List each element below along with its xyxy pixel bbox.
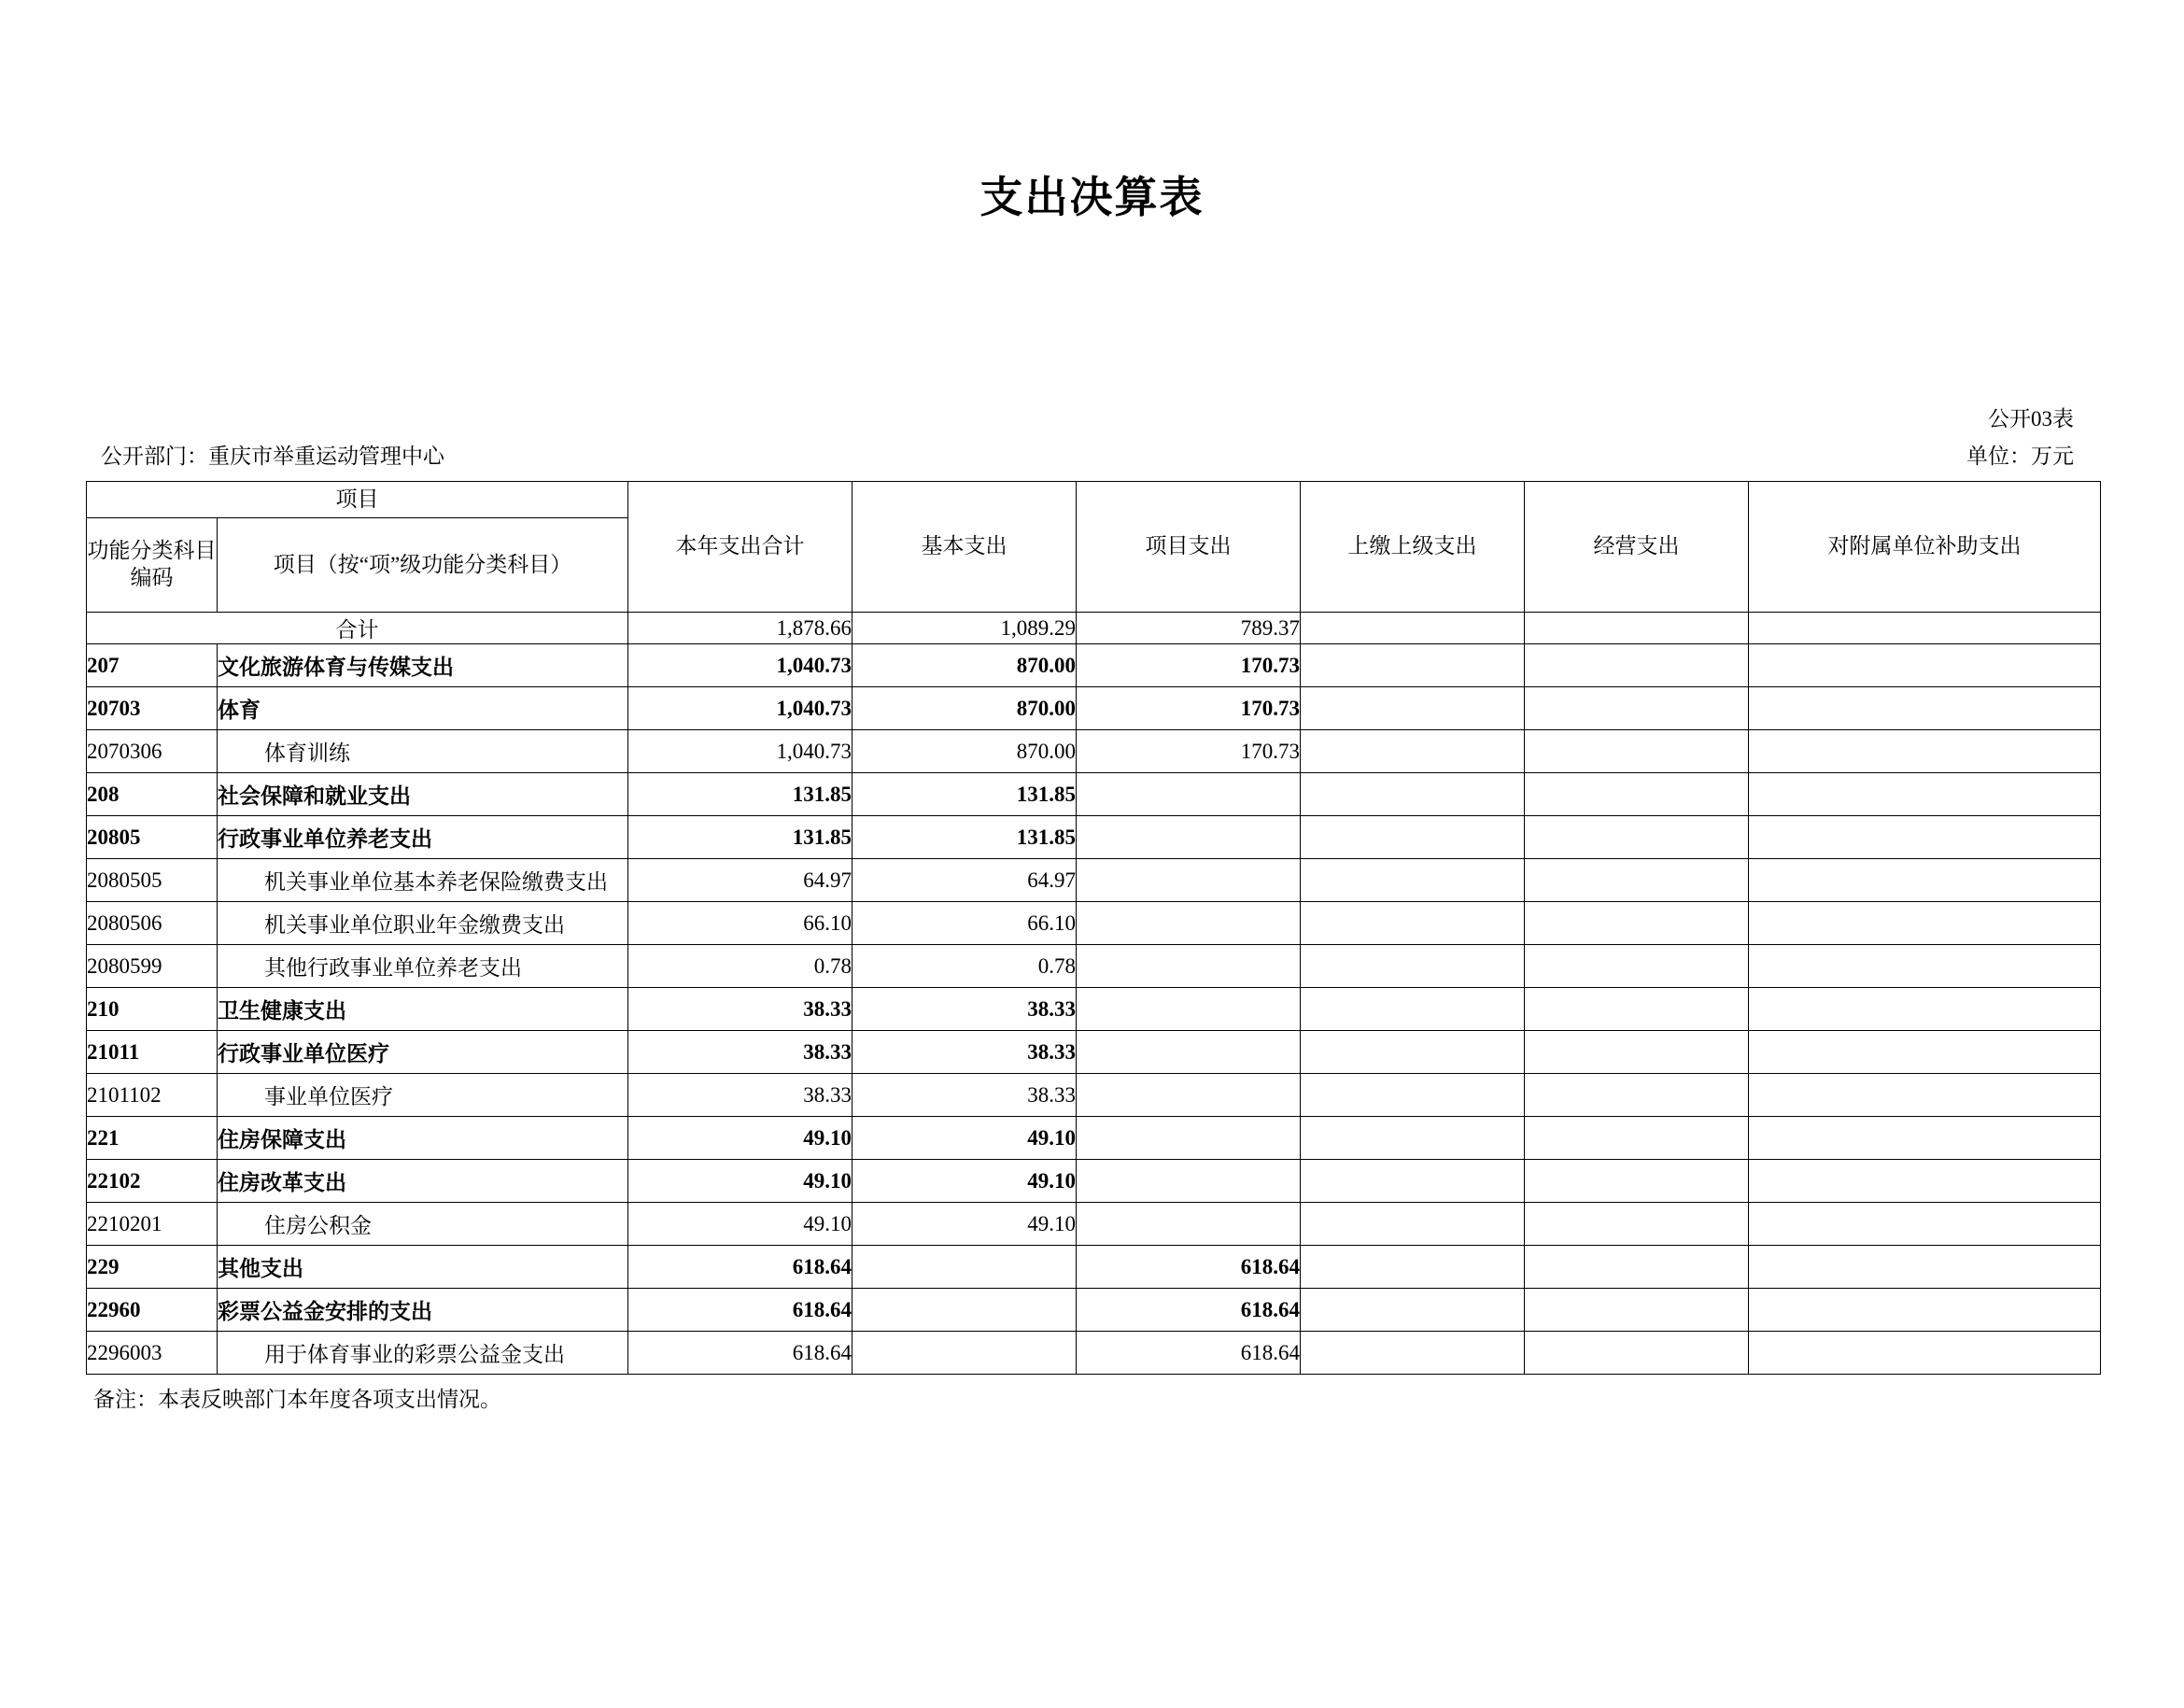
table-body xyxy=(87,613,2101,1375)
row-code: 2080506 xyxy=(87,902,218,945)
row-operating xyxy=(1525,1289,1749,1332)
row-total: 49.10 xyxy=(628,1203,852,1246)
row-code: 2210201 xyxy=(87,1203,218,1246)
table-row xyxy=(87,1117,2101,1160)
row-subsidy xyxy=(1749,1031,2101,1074)
document-page xyxy=(0,163,2184,1708)
row-project: 170.73 xyxy=(1077,687,1301,730)
row-basic xyxy=(852,1246,1077,1289)
row-operating xyxy=(1525,1332,1749,1375)
row-total: 1,040.73 xyxy=(628,687,852,730)
table-row xyxy=(87,730,2101,773)
row-total: 49.10 xyxy=(628,1160,852,1203)
row-upper xyxy=(1301,1246,1525,1289)
row-subsidy xyxy=(1749,730,2101,773)
row-name: 其他支出 xyxy=(218,1246,628,1289)
row-total: 618.64 xyxy=(628,1332,852,1375)
table-row xyxy=(87,613,2101,644)
row-operating xyxy=(1525,1203,1749,1246)
row-project xyxy=(1077,859,1301,902)
row-project: 618.64 xyxy=(1077,1246,1301,1289)
expenditure-table-wrap xyxy=(86,481,2100,1375)
row-basic: 870.00 xyxy=(852,730,1077,773)
row-code: 2296003 xyxy=(87,1332,218,1375)
row-operating xyxy=(1525,988,1749,1031)
row-code: 229 xyxy=(87,1246,218,1289)
row-basic: 1,089.29 xyxy=(852,613,1077,644)
row-code: 2080505 xyxy=(87,859,218,902)
table-note: 备注：本表反映部门本年度各项支出情况。 xyxy=(93,1388,501,1411)
row-basic: 131.85 xyxy=(852,773,1077,816)
row-subsidy xyxy=(1749,988,2101,1031)
row-subsidy xyxy=(1749,902,2101,945)
row-project: 789.37 xyxy=(1077,613,1301,644)
row-upper xyxy=(1301,1074,1525,1117)
table-row xyxy=(87,1203,2101,1246)
row-operating xyxy=(1525,1074,1749,1117)
row-upper xyxy=(1301,816,1525,859)
row-upper xyxy=(1301,988,1525,1031)
row-operating xyxy=(1525,859,1749,902)
row-name: 卫生健康支出 xyxy=(218,988,628,1031)
row-subsidy xyxy=(1749,1332,2101,1375)
row-upper xyxy=(1301,902,1525,945)
row-basic: 49.10 xyxy=(852,1160,1077,1203)
header-col-code: 功能分类科目编码 xyxy=(87,518,218,613)
row-project xyxy=(1077,988,1301,1031)
row-subsidy xyxy=(1749,1074,2101,1117)
row-upper xyxy=(1301,859,1525,902)
table-row xyxy=(87,859,2101,902)
row-upper xyxy=(1301,1031,1525,1074)
row-project: 618.64 xyxy=(1077,1289,1301,1332)
header-col-basic: 基本支出 xyxy=(852,482,1077,613)
department-label: 公开部门：重庆市举重运动管理中心 xyxy=(101,445,444,468)
row-subsidy xyxy=(1749,687,2101,730)
row-project xyxy=(1077,1074,1301,1117)
row-total: 1,878.66 xyxy=(628,613,852,644)
row-name: 体育 xyxy=(218,687,628,730)
header-col-upper: 上缴上级支出 xyxy=(1301,482,1525,613)
table-row xyxy=(87,1246,2101,1289)
row-basic: 49.10 xyxy=(852,1117,1077,1160)
row-name: 机关事业单位基本养老保险缴费支出 xyxy=(218,859,628,902)
row-upper xyxy=(1301,1160,1525,1203)
row-project xyxy=(1077,1203,1301,1246)
row-total: 38.33 xyxy=(628,1074,852,1117)
row-subsidy xyxy=(1749,1160,2101,1203)
table-row xyxy=(87,1289,2101,1332)
row-upper xyxy=(1301,644,1525,687)
row-total: 618.64 xyxy=(628,1289,852,1332)
row-name: 住房保障支出 xyxy=(218,1117,628,1160)
row-upper xyxy=(1301,730,1525,773)
row-basic: 38.33 xyxy=(852,1074,1077,1117)
row-code: 20805 xyxy=(87,816,218,859)
row-code: 2070306 xyxy=(87,730,218,773)
table-row xyxy=(87,1332,2101,1375)
row-project: 170.73 xyxy=(1077,730,1301,773)
row-upper xyxy=(1301,613,1525,644)
row-code: 22960 xyxy=(87,1289,218,1332)
table-row xyxy=(87,1160,2101,1203)
row-operating xyxy=(1525,613,1749,644)
table-header xyxy=(87,482,2101,613)
meta-row xyxy=(101,439,2074,470)
header-col-project: 项目支出 xyxy=(1077,482,1301,613)
row-subsidy xyxy=(1749,859,2101,902)
row-upper xyxy=(1301,1117,1525,1160)
row-subsidy xyxy=(1749,1246,2101,1289)
row-basic: 870.00 xyxy=(852,644,1077,687)
row-total: 1,040.73 xyxy=(628,730,852,773)
row-name: 体育训练 xyxy=(218,730,628,773)
row-upper xyxy=(1301,687,1525,730)
row-project xyxy=(1077,945,1301,988)
header-col-operating: 经营支出 xyxy=(1525,482,1749,613)
row-basic: 0.78 xyxy=(852,945,1077,988)
row-operating xyxy=(1525,1117,1749,1160)
row-name: 事业单位医疗 xyxy=(218,1074,628,1117)
row-code: 221 xyxy=(87,1117,218,1160)
expenditure-table xyxy=(86,481,2101,1375)
row-total: 0.78 xyxy=(628,945,852,988)
table-row xyxy=(87,773,2101,816)
row-operating xyxy=(1525,730,1749,773)
row-name: 行政事业单位养老支出 xyxy=(218,816,628,859)
row-code: 21011 xyxy=(87,1031,218,1074)
table-row xyxy=(87,687,2101,730)
row-upper xyxy=(1301,945,1525,988)
row-subsidy xyxy=(1749,945,2101,988)
row-subsidy xyxy=(1749,816,2101,859)
unit-label: 单位：万元 xyxy=(1966,445,2074,468)
row-operating xyxy=(1525,644,1749,687)
row-name: 行政事业单位医疗 xyxy=(218,1031,628,1074)
row-operating xyxy=(1525,816,1749,859)
row-total: 64.97 xyxy=(628,859,852,902)
row-upper xyxy=(1301,1332,1525,1375)
row-subsidy xyxy=(1749,613,2101,644)
table-row xyxy=(87,816,2101,859)
table-row xyxy=(87,644,2101,687)
row-operating xyxy=(1525,687,1749,730)
row-project xyxy=(1077,773,1301,816)
row-operating xyxy=(1525,773,1749,816)
row-code: 210 xyxy=(87,988,218,1031)
row-operating xyxy=(1525,902,1749,945)
header-group-item: 项目 xyxy=(87,482,628,518)
row-project xyxy=(1077,1031,1301,1074)
page-title: 支出决算表 xyxy=(979,174,1205,221)
row-total: 131.85 xyxy=(628,816,852,859)
row-upper xyxy=(1301,773,1525,816)
row-basic: 38.33 xyxy=(852,988,1077,1031)
row-project xyxy=(1077,902,1301,945)
row-project xyxy=(1077,816,1301,859)
row-basic: 131.85 xyxy=(852,816,1077,859)
header-col-name: 项目（按“项”级功能分类科目） xyxy=(218,518,628,613)
row-name: 住房改革支出 xyxy=(218,1160,628,1203)
row-subsidy xyxy=(1749,644,2101,687)
row-name: 机关事业单位职业年金缴费支出 xyxy=(218,902,628,945)
row-code: 22102 xyxy=(87,1160,218,1203)
row-operating xyxy=(1525,1160,1749,1203)
row-project: 618.64 xyxy=(1077,1332,1301,1375)
header-col-subsidy: 对附属单位补助支出 xyxy=(1749,482,2101,613)
row-code: 20703 xyxy=(87,687,218,730)
table-row xyxy=(87,1074,2101,1117)
header-col-total: 本年支出合计 xyxy=(628,482,852,613)
row-operating xyxy=(1525,1246,1749,1289)
row-name: 社会保障和就业支出 xyxy=(218,773,628,816)
table-row xyxy=(87,945,2101,988)
row-subsidy xyxy=(1749,773,2101,816)
table-row xyxy=(87,902,2101,945)
row-basic xyxy=(852,1332,1077,1375)
row-code: 2080599 xyxy=(87,945,218,988)
row-total: 618.64 xyxy=(628,1246,852,1289)
row-subsidy xyxy=(1749,1203,2101,1246)
row-operating xyxy=(1525,945,1749,988)
row-code: 合计 xyxy=(87,613,628,644)
row-name: 彩票公益金安排的支出 xyxy=(218,1289,628,1332)
form-number: 公开03表 xyxy=(1988,407,2074,431)
table-row xyxy=(87,988,2101,1031)
row-basic xyxy=(852,1289,1077,1332)
row-total: 66.10 xyxy=(628,902,852,945)
row-total: 38.33 xyxy=(628,1031,852,1074)
row-project xyxy=(1077,1117,1301,1160)
row-basic: 38.33 xyxy=(852,1031,1077,1074)
header-row-group xyxy=(87,482,2101,518)
row-code: 207 xyxy=(87,644,218,687)
row-code: 208 xyxy=(87,773,218,816)
row-basic: 66.10 xyxy=(852,902,1077,945)
row-name: 住房公积金 xyxy=(218,1203,628,1246)
row-code: 2101102 xyxy=(87,1074,218,1117)
row-subsidy xyxy=(1749,1289,2101,1332)
row-operating xyxy=(1525,1031,1749,1074)
row-name: 其他行政事业单位养老支出 xyxy=(218,945,628,988)
row-basic: 64.97 xyxy=(852,859,1077,902)
row-subsidy xyxy=(1749,1117,2101,1160)
row-basic: 870.00 xyxy=(852,687,1077,730)
row-name: 用于体育事业的彩票公益金支出 xyxy=(218,1332,628,1375)
row-upper xyxy=(1301,1289,1525,1332)
row-total: 49.10 xyxy=(628,1117,852,1160)
row-total: 38.33 xyxy=(628,988,852,1031)
row-upper xyxy=(1301,1203,1525,1246)
table-row xyxy=(87,1031,2101,1074)
row-project xyxy=(1077,1160,1301,1203)
row-project: 170.73 xyxy=(1077,644,1301,687)
row-total: 1,040.73 xyxy=(628,644,852,687)
row-basic: 49.10 xyxy=(852,1203,1077,1246)
row-total: 131.85 xyxy=(628,773,852,816)
row-name: 文化旅游体育与传媒支出 xyxy=(218,644,628,687)
